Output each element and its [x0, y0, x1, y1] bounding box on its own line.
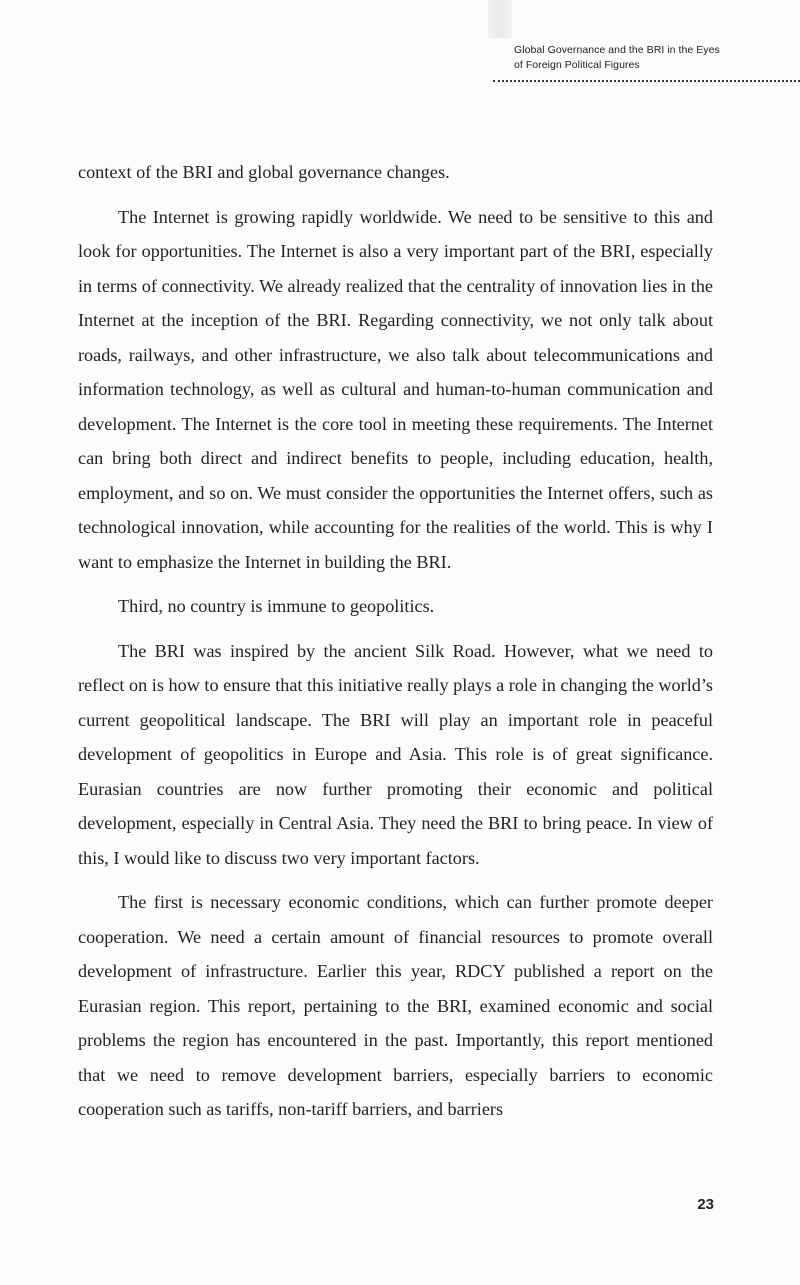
paragraph-internet: The Internet is growing rapidly worldwide. We need to be sensitive to this and look for opportunities. The Internet is also a very important part of the BRI, especially in terms of connectivity. We already realized that the centrality of innovation lies in the Internet at the inception of the BRI. Regarding connectivity, we not only talk about roads, railways, and other infrastructure, we also talk about telecommunications and information technology, as well as cultural and human-to-human communication and development. The Internet is the core tool in meeting these requirements. The Internet can bring both direct and indirect benefits to people, including education, health, employment, and so on. We must consider the opportunities the Internet offers, such as technological innovation, while accounting for the realities of the world. This is why I want to emphasize the Internet in building the BRI.	[78, 206, 713, 572]
paragraph-silk-road: The BRI was inspired by the ancient Silk Road. However, what we need to reflect on is how to ensure that this initiative really plays a role in changing the world’s current geopolitical landscape. The BRI will play an important role in peaceful development of geopolitics in Europe and Asia. This role is of great significance. Eurasian countries are now further promoting their economic and political development, especially in Central Asia. They need the BRI to bring peace. In view of this, I would like to discuss two very important factors.	[78, 640, 713, 868]
body-text	[78, 155, 713, 1137]
gutter-shadow	[488, 0, 512, 38]
paragraph-geopolitics-heading: Third, no country is immune to geopolitics.	[118, 596, 435, 616]
page-number: 23	[697, 1196, 714, 1213]
running-header	[514, 43, 784, 73]
running-header-line-2: of Foreign Political Figures	[514, 59, 640, 71]
running-header-line-1: Global Governance and the BRI in the Eyes	[514, 44, 720, 56]
header-dotted-rule	[493, 80, 800, 82]
paragraph-continuation: context of the BRI and global governance changes.	[78, 162, 450, 182]
paragraph-economic-conditions: The first is necessary economic conditions, which can further promote deeper cooperation. We need a certain amount of financial resources to promote overall development of infrastructure. Earlier this year, RDCY published a report on the Eurasian region. This report, pertaining to the BRI, examined economic and social problems the region has encountered in the past. Importantly, this report mentioned that we need to remove development barriers, especially barriers to economic cooperation such as tariffs, non-tariff barriers, and barriers	[78, 892, 713, 1119]
